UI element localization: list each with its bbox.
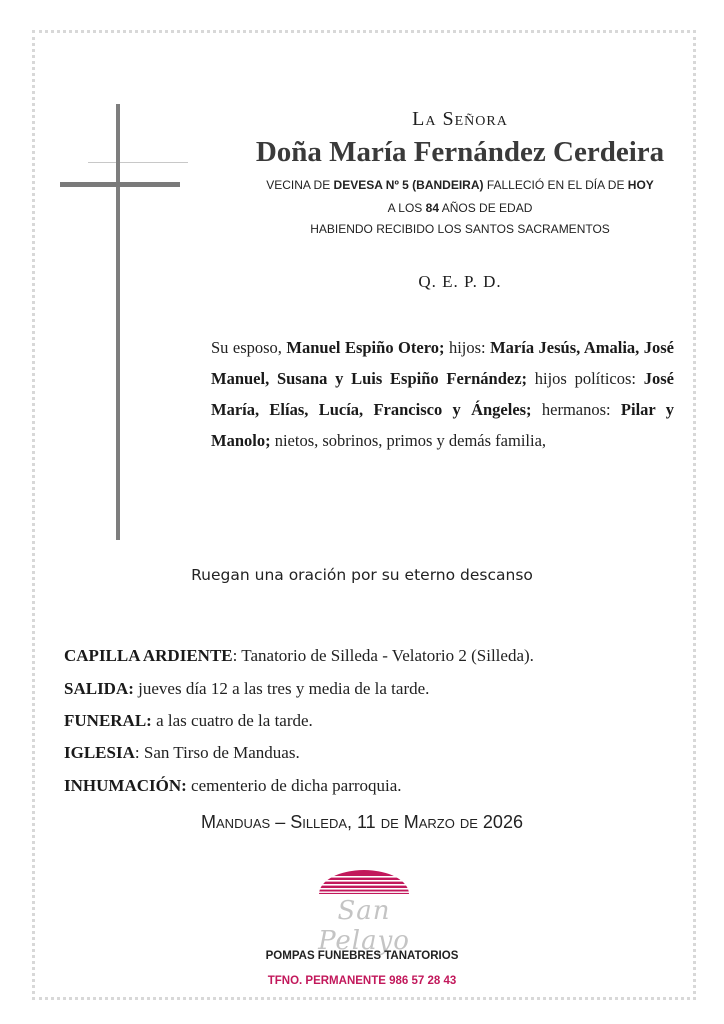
family-spouse: Manuel Espiño Otero; bbox=[286, 338, 445, 357]
family-children: María Jesús, Amalia, José Manuel, Susana y Luis Espiño Fernández; bbox=[211, 338, 674, 388]
family-paragraph bbox=[211, 332, 674, 456]
service-salida bbox=[64, 679, 684, 699]
service-label: SALIDA: bbox=[64, 679, 134, 698]
place-and-date bbox=[0, 812, 724, 833]
residence-prefix: VECINA DE bbox=[266, 178, 334, 192]
sacraments-line: HABIENDO RECIBIDO LOS SANTOS SACRAMENTOS bbox=[310, 222, 610, 236]
residence-line bbox=[200, 178, 720, 192]
cross-shadow-line bbox=[88, 162, 188, 163]
residence-middle: FALLECIÓ EN EL DÍA DE bbox=[483, 178, 628, 192]
service-inhumacion bbox=[64, 776, 684, 796]
family-text: hermanos: bbox=[531, 400, 621, 419]
age-value: 84 bbox=[425, 201, 440, 215]
death-day: HOY bbox=[627, 178, 654, 192]
service-capilla bbox=[64, 646, 684, 666]
family-text: hijos: bbox=[444, 338, 491, 357]
page-border bbox=[32, 30, 696, 1000]
service-label: IGLESIA bbox=[64, 743, 135, 762]
sunrise-logo-icon bbox=[314, 866, 414, 896]
service-label: CAPILLA ARDIENTE bbox=[64, 646, 233, 665]
family-in-laws: José María, Elías, Lucía, Francisco y Ángeles; bbox=[211, 369, 674, 419]
family-text: Su esposo, bbox=[211, 338, 287, 357]
service-label: INHUMACIÓN: bbox=[64, 776, 187, 795]
cross-vertical-bar bbox=[116, 104, 120, 540]
honorific bbox=[200, 108, 720, 131]
service-value: San Tirso de Manduas. bbox=[143, 743, 300, 762]
family-text: nietos, sobrinos, primos y demás familia, bbox=[270, 431, 547, 450]
cross-horizontal-bar bbox=[60, 182, 180, 187]
service-iglesia bbox=[64, 743, 684, 763]
age-suffix: AÑOS DE EDAD bbox=[439, 201, 533, 215]
service-separator: : bbox=[134, 743, 144, 762]
place-date-text: Manduas – Silleda, 11 de Marzo de 2026 bbox=[201, 812, 523, 832]
company-logo bbox=[294, 866, 434, 956]
honorific-text: La Señora bbox=[412, 108, 508, 130]
service-separator: : bbox=[232, 646, 242, 665]
family-text: hijos políticos: bbox=[527, 369, 644, 388]
age-prefix: A LOS bbox=[387, 201, 426, 215]
logo-wordmark: San Pelayo bbox=[318, 896, 410, 956]
company-phone: TFNO. PERMANENTE 986 57 28 43 bbox=[267, 975, 457, 987]
service-value: Tanatorio de Silleda - Velatorio 2 (Silleda). bbox=[241, 646, 534, 665]
age-line bbox=[200, 201, 720, 215]
service-value: jueves día 12 a las tres y media de la tarde. bbox=[133, 679, 430, 698]
service-funeral bbox=[64, 711, 684, 731]
prayer-request: Ruegan una oración por su eterno descanso bbox=[191, 566, 533, 584]
residence-address: DEVESA Nº 5 (BANDEIRA) bbox=[333, 178, 484, 192]
company-subtitle: POMPAS FUNEBRES TANATORIOS bbox=[265, 950, 459, 962]
deceased-name: Doña María Fernández Cerdeira bbox=[255, 136, 665, 168]
service-value: a las cuatro de la tarde. bbox=[151, 711, 313, 730]
family-siblings: Pilar y Manolo; bbox=[211, 400, 675, 450]
qepd: Q. E. P. D. bbox=[418, 272, 502, 291]
service-value: cementerio de dicha parroquia. bbox=[186, 776, 402, 795]
service-label: FUNERAL: bbox=[64, 711, 152, 730]
